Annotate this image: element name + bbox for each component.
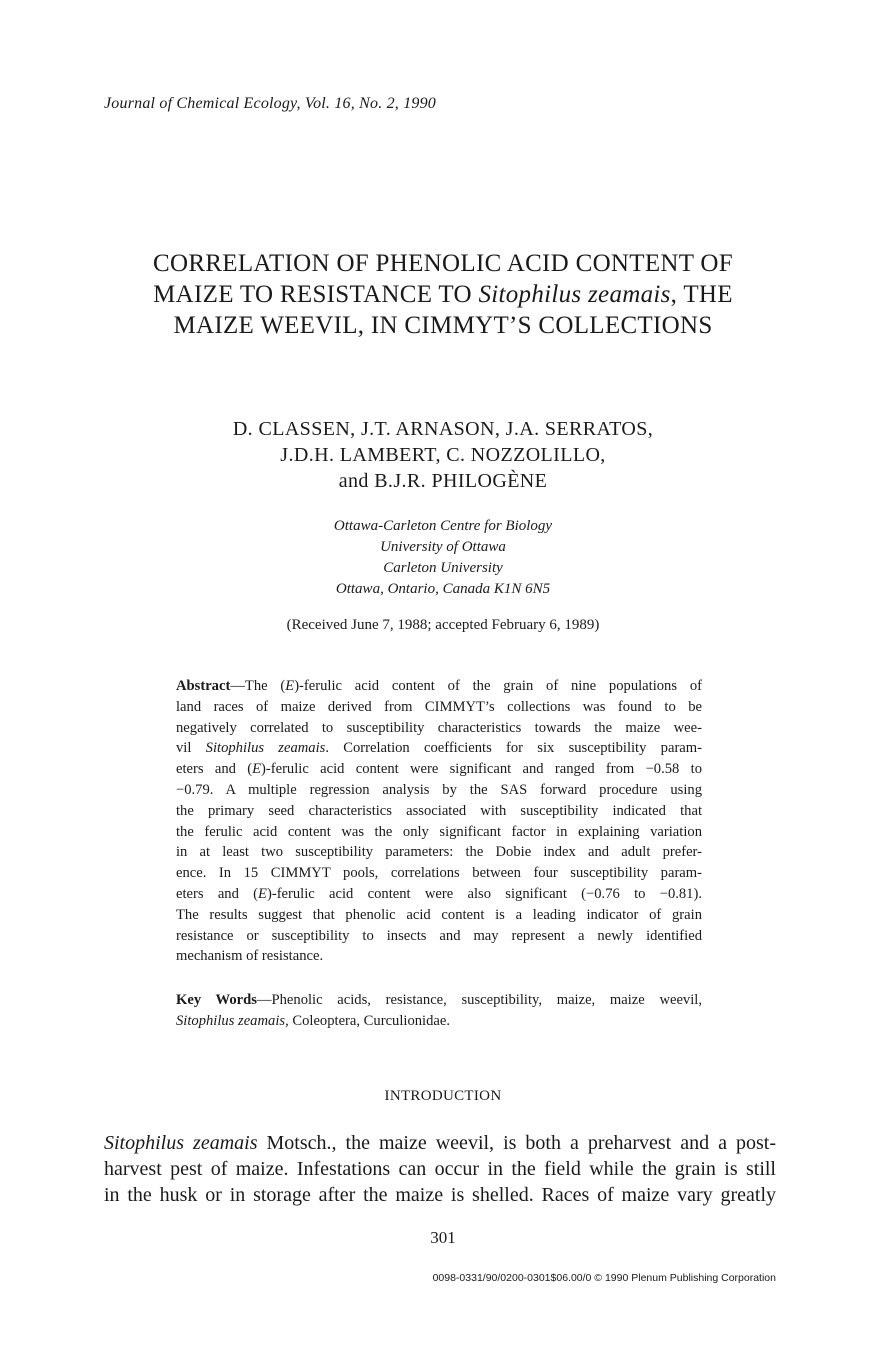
abstract-line: ence. In 15 CIMMYT pools, correlations between four susceptibility param-: [176, 865, 702, 882]
section-heading-introduction: INTRODUCTION: [384, 1088, 502, 1104]
abstract-line: in at least two susceptibility parameters: the Dobie index and adult prefer-: [176, 844, 702, 861]
article-title: [0, 248, 886, 341]
copyright-footer: 0098-0331/90/0200-0301$06.00/0 © 1990 Plenum Publishing Corporation: [432, 1272, 776, 1284]
abstract-line: resistance or susceptibility to insects and may represent a newly identified: [176, 927, 702, 944]
keywords-line: Sitophilus zeamais, Coleoptera, Curculionidae.: [176, 1012, 451, 1029]
body-line: harvest pest of maize. Infestations can occur in the field while the grain is still: [104, 1158, 776, 1180]
abstract-line: the ferulic acid content was the only significant factor in explaining variation: [176, 823, 702, 840]
authors-line-2: J.D.H. LAMBERT, C. NOZZOLILLO,: [280, 444, 606, 466]
affiliation-line-4: Ottawa, Ontario, Canada K1N 6N5: [335, 581, 551, 597]
abstract-label: Abstract: [176, 678, 231, 694]
affiliation-line-2: University of Ottawa: [380, 539, 506, 555]
page-number: 301: [430, 1228, 456, 1247]
journal-citation: Journal of Chemical Ecology, Vol. 16, No. 2, 1990: [104, 95, 436, 112]
authors-line-3: and B.J.R. PHILOGÈNE: [338, 470, 548, 492]
affiliation-line-3: Carleton University: [383, 560, 503, 576]
abstract-line: eters and (E)-ferulic acid content were significant and ranged from −0.58 to: [176, 761, 703, 778]
abstract-line: The results suggest that phenolic acid content is a leading indicator of grain: [176, 906, 702, 923]
body-text: [104, 1130, 776, 1208]
affiliation: [0, 516, 886, 600]
abstract-line: mechanism of resistance.: [176, 948, 324, 965]
abstract-line: land races of maize derived from CIMMYT’s collections was found to be: [176, 698, 702, 715]
keywords-line: Key Words—Phenolic acids, resistance, susceptibility, maize, maize weevil,: [176, 992, 702, 1008]
title-line-1: CORRELATION OF PHENOLIC ACID CONTENT OF: [152, 250, 733, 277]
species-name: Sitophilus zeamais: [478, 281, 671, 308]
abstract: [176, 676, 702, 967]
title-line-2: MAIZE TO RESISTANCE TO Sitophilus zeamais, THE: [153, 281, 733, 308]
abstract-line: eters and (E)-ferulic acid content were also significant (−0.76 to −0.81).: [176, 885, 702, 902]
key-words: [176, 990, 702, 1032]
abstract-line: the primary seed characteristics associated with susceptibility indicated that: [176, 802, 702, 819]
abstract-line: −0.79. A multiple regression analysis by the SAS forward procedure using: [176, 781, 702, 798]
affiliation-line-1: Ottawa-Carleton Centre for Biology: [333, 518, 553, 534]
body-line: Sitophilus zeamais Motsch., the maize weevil, is both a preharvest and a post-: [104, 1132, 777, 1154]
abstract-line: Abstract—The (E)-ferulic acid content of the grain of nine populations of: [176, 678, 702, 694]
body-line: in the husk or in storage after the maize is shelled. Races of maize vary greatly: [104, 1184, 776, 1206]
abstract-line: negatively correlated to susceptibility characteristics towards the maize wee-: [176, 719, 702, 736]
keywords-label: Key Words: [176, 992, 257, 1008]
author-list: [0, 416, 886, 494]
received-dates: (Received June 7, 1988; accepted February 6, 1989): [286, 617, 600, 633]
title-line-3: MAIZE WEEVIL, IN CIMMYT’S COLLECTIONS: [173, 312, 713, 339]
abstract-line: vil Sitophilus zeamais. Correlation coefficients for six susceptibility param-: [176, 740, 702, 757]
authors-line-1: D. CLASSEN, J.T. ARNASON, J.A. SERRATOS,: [232, 418, 654, 440]
